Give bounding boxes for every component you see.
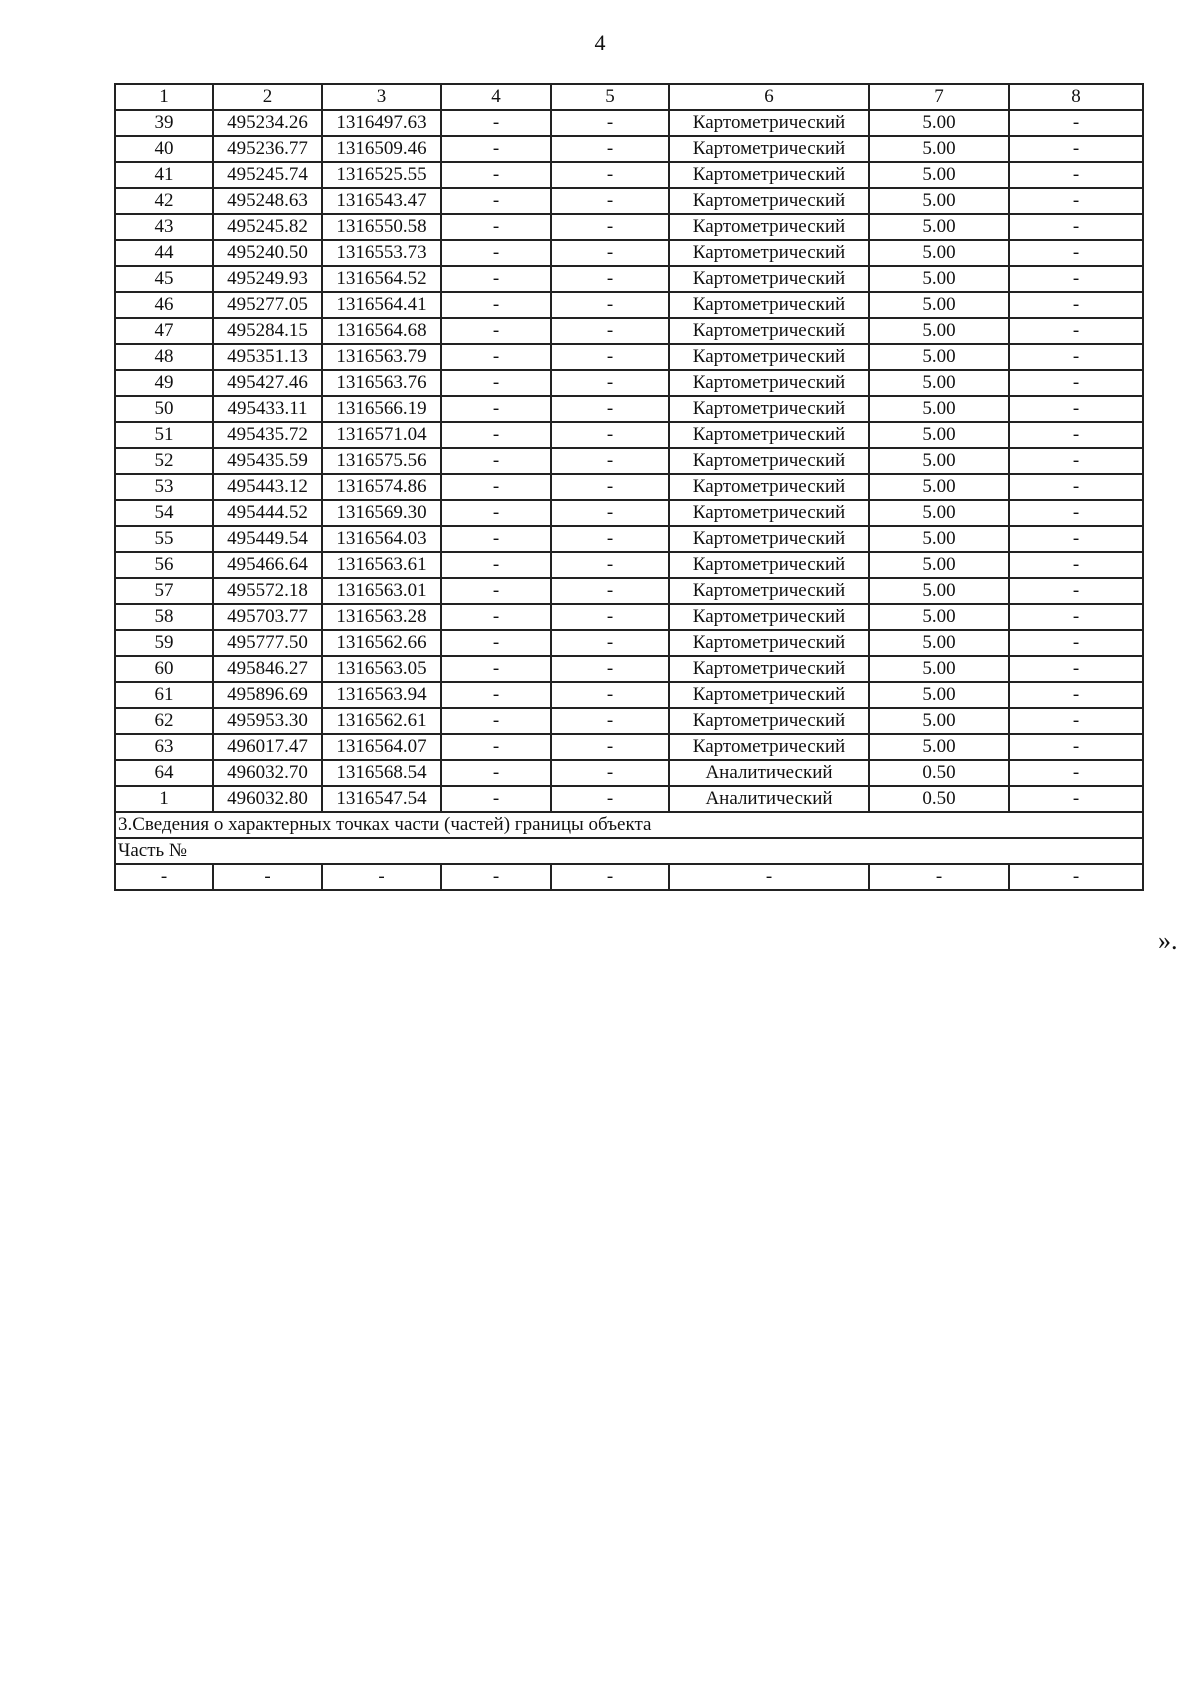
col-4-cell: -	[441, 162, 551, 188]
col-4-cell: -	[441, 422, 551, 448]
point-number-cell: 46	[115, 292, 213, 318]
accuracy-cell: 5.00	[869, 500, 1009, 526]
point-number-cell: 39	[115, 110, 213, 136]
y-coordinate-cell: 1316564.68	[322, 318, 441, 344]
accuracy-cell: 5.00	[869, 240, 1009, 266]
table-row	[115, 786, 1143, 812]
x-coordinate-cell: 495444.52	[213, 500, 322, 526]
col-4-cell: -	[441, 578, 551, 604]
col-5-cell: -	[551, 344, 669, 370]
y-coordinate-cell: 1316563.05	[322, 656, 441, 682]
col-5-cell: -	[551, 318, 669, 344]
col-4-cell: -	[441, 500, 551, 526]
point-number-cell: 59	[115, 630, 213, 656]
table-row	[115, 318, 1143, 344]
empty-cell: -	[1009, 864, 1143, 890]
point-number-cell: 63	[115, 734, 213, 760]
table-row	[115, 500, 1143, 526]
empty-cell: -	[551, 864, 669, 890]
y-coordinate-cell: 1316543.47	[322, 188, 441, 214]
col-5-cell: -	[551, 760, 669, 786]
method-cell: Картометрический	[669, 344, 869, 370]
column-number: 3	[322, 84, 441, 110]
point-number-cell: 61	[115, 682, 213, 708]
col-4-cell: -	[441, 214, 551, 240]
col-5-cell: -	[551, 734, 669, 760]
col-5-cell: -	[551, 370, 669, 396]
accuracy-cell: 5.00	[869, 708, 1009, 734]
point-number-cell: 48	[115, 344, 213, 370]
col-4-cell: -	[441, 786, 551, 812]
col-4-cell: -	[441, 552, 551, 578]
method-cell: Аналитический	[669, 786, 869, 812]
x-coordinate-cell: 495572.18	[213, 578, 322, 604]
x-coordinate-cell: 495433.11	[213, 396, 322, 422]
col-5-cell: -	[551, 578, 669, 604]
x-coordinate-cell: 495427.46	[213, 370, 322, 396]
col-4-cell: -	[441, 136, 551, 162]
x-coordinate-cell: 495443.12	[213, 474, 322, 500]
accuracy-cell: 5.00	[869, 266, 1009, 292]
col-5-cell: -	[551, 162, 669, 188]
col-5-cell: -	[551, 188, 669, 214]
col-8-cell: -	[1009, 734, 1143, 760]
method-cell: Картометрический	[669, 422, 869, 448]
method-cell: Картометрический	[669, 318, 869, 344]
accuracy-cell: 5.00	[869, 162, 1009, 188]
empty-part-row	[115, 864, 1143, 890]
table-row	[115, 552, 1143, 578]
method-cell: Картометрический	[669, 604, 869, 630]
point-number-cell: 53	[115, 474, 213, 500]
accuracy-cell: 5.00	[869, 422, 1009, 448]
y-coordinate-cell: 1316525.55	[322, 162, 441, 188]
accuracy-cell: 5.00	[869, 344, 1009, 370]
accuracy-cell: 5.00	[869, 214, 1009, 240]
accuracy-cell: 5.00	[869, 188, 1009, 214]
col-4-cell: -	[441, 344, 551, 370]
col-4-cell: -	[441, 760, 551, 786]
y-coordinate-cell: 1316564.41	[322, 292, 441, 318]
table-row	[115, 682, 1143, 708]
section-title: 3.Сведения о характерных точках части (частей) границы объекта	[115, 812, 1143, 838]
method-cell: Картометрический	[669, 370, 869, 396]
col-5-cell: -	[551, 422, 669, 448]
col-8-cell: -	[1009, 136, 1143, 162]
col-4-cell: -	[441, 708, 551, 734]
col-8-cell: -	[1009, 448, 1143, 474]
part-label-row	[115, 838, 1143, 864]
col-5-cell: -	[551, 292, 669, 318]
y-coordinate-cell: 1316575.56	[322, 448, 441, 474]
col-5-cell: -	[551, 110, 669, 136]
accuracy-cell: 5.00	[869, 136, 1009, 162]
col-8-cell: -	[1009, 578, 1143, 604]
method-cell: Картометрический	[669, 474, 869, 500]
x-coordinate-cell: 495777.50	[213, 630, 322, 656]
col-4-cell: -	[441, 682, 551, 708]
method-cell: Картометрический	[669, 266, 869, 292]
col-8-cell: -	[1009, 370, 1143, 396]
accuracy-cell: 5.00	[869, 370, 1009, 396]
point-number-cell: 44	[115, 240, 213, 266]
accuracy-cell: 5.00	[869, 448, 1009, 474]
y-coordinate-cell: 1316562.66	[322, 630, 441, 656]
y-coordinate-cell: 1316562.61	[322, 708, 441, 734]
y-coordinate-cell: 1316563.01	[322, 578, 441, 604]
col-4-cell: -	[441, 188, 551, 214]
table-row	[115, 344, 1143, 370]
col-4-cell: -	[441, 292, 551, 318]
y-coordinate-cell: 1316553.73	[322, 240, 441, 266]
accuracy-cell: 5.00	[869, 396, 1009, 422]
empty-cell: -	[322, 864, 441, 890]
method-cell: Картометрический	[669, 630, 869, 656]
column-number: 8	[1009, 84, 1143, 110]
col-5-cell: -	[551, 214, 669, 240]
col-5-cell: -	[551, 786, 669, 812]
table-row	[115, 292, 1143, 318]
col-4-cell: -	[441, 526, 551, 552]
col-4-cell: -	[441, 266, 551, 292]
table-row	[115, 448, 1143, 474]
table-row	[115, 578, 1143, 604]
col-5-cell: -	[551, 500, 669, 526]
y-coordinate-cell: 1316563.61	[322, 552, 441, 578]
col-8-cell: -	[1009, 552, 1143, 578]
col-5-cell: -	[551, 708, 669, 734]
accuracy-cell: 0.50	[869, 786, 1009, 812]
col-5-cell: -	[551, 526, 669, 552]
part-label: Часть №	[115, 838, 1143, 864]
y-coordinate-cell: 1316509.46	[322, 136, 441, 162]
method-cell: Картометрический	[669, 214, 869, 240]
method-cell: Картометрический	[669, 500, 869, 526]
point-number-cell: 41	[115, 162, 213, 188]
empty-cell: -	[213, 864, 322, 890]
method-cell: Картометрический	[669, 708, 869, 734]
col-8-cell: -	[1009, 318, 1143, 344]
method-cell: Картометрический	[669, 682, 869, 708]
point-number-cell: 42	[115, 188, 213, 214]
method-cell: Картометрический	[669, 396, 869, 422]
point-number-cell: 56	[115, 552, 213, 578]
column-number: 1	[115, 84, 213, 110]
col-8-cell: -	[1009, 422, 1143, 448]
table-row	[115, 188, 1143, 214]
point-number-cell: 51	[115, 422, 213, 448]
x-coordinate-cell: 495277.05	[213, 292, 322, 318]
column-number: 4	[441, 84, 551, 110]
col-4-cell: -	[441, 734, 551, 760]
col-5-cell: -	[551, 240, 669, 266]
x-coordinate-cell: 495249.93	[213, 266, 322, 292]
col-5-cell: -	[551, 656, 669, 682]
col-8-cell: -	[1009, 162, 1143, 188]
col-8-cell: -	[1009, 266, 1143, 292]
method-cell: Картометрический	[669, 552, 869, 578]
col-8-cell: -	[1009, 500, 1143, 526]
accuracy-cell: 5.00	[869, 292, 1009, 318]
method-cell: Картометрический	[669, 188, 869, 214]
col-4-cell: -	[441, 474, 551, 500]
col-8-cell: -	[1009, 344, 1143, 370]
method-cell: Картометрический	[669, 734, 869, 760]
y-coordinate-cell: 1316563.76	[322, 370, 441, 396]
col-8-cell: -	[1009, 214, 1143, 240]
table-row	[115, 136, 1143, 162]
accuracy-cell: 5.00	[869, 552, 1009, 578]
y-coordinate-cell: 1316568.54	[322, 760, 441, 786]
section-title-row	[115, 812, 1143, 838]
col-5-cell: -	[551, 396, 669, 422]
y-coordinate-cell: 1316574.86	[322, 474, 441, 500]
y-coordinate-cell: 1316547.54	[322, 786, 441, 812]
method-cell: Картометрический	[669, 292, 869, 318]
col-8-cell: -	[1009, 526, 1143, 552]
method-cell: Аналитический	[669, 760, 869, 786]
col-5-cell: -	[551, 682, 669, 708]
table-row	[115, 630, 1143, 656]
col-8-cell: -	[1009, 786, 1143, 812]
y-coordinate-cell: 1316564.03	[322, 526, 441, 552]
col-8-cell: -	[1009, 682, 1143, 708]
col-8-cell: -	[1009, 630, 1143, 656]
x-coordinate-cell: 495236.77	[213, 136, 322, 162]
point-number-cell: 64	[115, 760, 213, 786]
point-number-cell: 58	[115, 604, 213, 630]
x-coordinate-cell: 495245.74	[213, 162, 322, 188]
y-coordinate-cell: 1316550.58	[322, 214, 441, 240]
y-coordinate-cell: 1316563.28	[322, 604, 441, 630]
point-number-cell: 57	[115, 578, 213, 604]
table-row	[115, 422, 1143, 448]
x-coordinate-cell: 495234.26	[213, 110, 322, 136]
coordinates-table-body	[115, 84, 1143, 890]
x-coordinate-cell: 495953.30	[213, 708, 322, 734]
empty-cell: -	[441, 864, 551, 890]
col-8-cell: -	[1009, 240, 1143, 266]
table-row	[115, 526, 1143, 552]
col-5-cell: -	[551, 552, 669, 578]
col-8-cell: -	[1009, 474, 1143, 500]
col-4-cell: -	[441, 240, 551, 266]
point-number-cell: 62	[115, 708, 213, 734]
accuracy-cell: 5.00	[869, 604, 1009, 630]
point-number-cell: 52	[115, 448, 213, 474]
x-coordinate-cell: 496032.70	[213, 760, 322, 786]
closing-quote: ».	[1158, 926, 1178, 955]
col-4-cell: -	[441, 448, 551, 474]
column-number: 5	[551, 84, 669, 110]
accuracy-cell: 5.00	[869, 318, 1009, 344]
col-5-cell: -	[551, 136, 669, 162]
point-number-cell: 60	[115, 656, 213, 682]
y-coordinate-cell: 1316564.07	[322, 734, 441, 760]
column-number: 2	[213, 84, 322, 110]
x-coordinate-cell: 495449.54	[213, 526, 322, 552]
col-5-cell: -	[551, 604, 669, 630]
table-row	[115, 760, 1143, 786]
point-number-cell: 49	[115, 370, 213, 396]
col-4-cell: -	[441, 370, 551, 396]
point-number-cell: 43	[115, 214, 213, 240]
col-8-cell: -	[1009, 760, 1143, 786]
x-coordinate-cell: 495284.15	[213, 318, 322, 344]
accuracy-cell: 5.00	[869, 578, 1009, 604]
table-row	[115, 110, 1143, 136]
accuracy-cell: 5.00	[869, 630, 1009, 656]
accuracy-cell: 5.00	[869, 474, 1009, 500]
col-5-cell: -	[551, 630, 669, 656]
point-number-cell: 45	[115, 266, 213, 292]
col-4-cell: -	[441, 604, 551, 630]
x-coordinate-cell: 495245.82	[213, 214, 322, 240]
x-coordinate-cell: 496017.47	[213, 734, 322, 760]
x-coordinate-cell: 495435.72	[213, 422, 322, 448]
col-4-cell: -	[441, 110, 551, 136]
y-coordinate-cell: 1316571.04	[322, 422, 441, 448]
accuracy-cell: 5.00	[869, 110, 1009, 136]
table-row	[115, 214, 1143, 240]
table-row	[115, 604, 1143, 630]
y-coordinate-cell: 1316497.63	[322, 110, 441, 136]
table-row	[115, 396, 1143, 422]
table-row	[115, 266, 1143, 292]
x-coordinate-cell: 495240.50	[213, 240, 322, 266]
col-8-cell: -	[1009, 292, 1143, 318]
col-8-cell: -	[1009, 110, 1143, 136]
table-row	[115, 734, 1143, 760]
table-row	[115, 240, 1143, 266]
x-coordinate-cell: 496032.80	[213, 786, 322, 812]
col-5-cell: -	[551, 474, 669, 500]
method-cell: Картометрический	[669, 448, 869, 474]
col-4-cell: -	[441, 318, 551, 344]
table-row	[115, 708, 1143, 734]
method-cell: Картометрический	[669, 110, 869, 136]
method-cell: Картометрический	[669, 526, 869, 552]
col-4-cell: -	[441, 656, 551, 682]
page-number: 4	[594, 30, 606, 55]
col-4-cell: -	[441, 396, 551, 422]
col-8-cell: -	[1009, 604, 1143, 630]
x-coordinate-cell: 495435.59	[213, 448, 322, 474]
col-5-cell: -	[551, 448, 669, 474]
x-coordinate-cell: 495248.63	[213, 188, 322, 214]
coordinates-table	[114, 83, 1144, 891]
header-row	[115, 84, 1143, 110]
y-coordinate-cell: 1316563.79	[322, 344, 441, 370]
y-coordinate-cell: 1316563.94	[322, 682, 441, 708]
x-coordinate-cell: 495846.27	[213, 656, 322, 682]
method-cell: Картометрический	[669, 240, 869, 266]
coordinates-table-container	[114, 83, 1142, 891]
point-number-cell: 50	[115, 396, 213, 422]
x-coordinate-cell: 495351.13	[213, 344, 322, 370]
col-4-cell: -	[441, 630, 551, 656]
x-coordinate-cell: 495466.64	[213, 552, 322, 578]
accuracy-cell: 5.00	[869, 682, 1009, 708]
accuracy-cell: 5.00	[869, 734, 1009, 760]
col-5-cell: -	[551, 266, 669, 292]
point-number-cell: 1	[115, 786, 213, 812]
point-number-cell: 54	[115, 500, 213, 526]
accuracy-cell: 5.00	[869, 526, 1009, 552]
y-coordinate-cell: 1316569.30	[322, 500, 441, 526]
x-coordinate-cell: 495896.69	[213, 682, 322, 708]
table-row	[115, 370, 1143, 396]
col-8-cell: -	[1009, 708, 1143, 734]
point-number-cell: 40	[115, 136, 213, 162]
col-8-cell: -	[1009, 188, 1143, 214]
col-8-cell: -	[1009, 396, 1143, 422]
empty-cell: -	[869, 864, 1009, 890]
table-row	[115, 474, 1143, 500]
empty-cell: -	[669, 864, 869, 890]
y-coordinate-cell: 1316564.52	[322, 266, 441, 292]
col-8-cell: -	[1009, 656, 1143, 682]
empty-cell: -	[115, 864, 213, 890]
accuracy-cell: 0.50	[869, 760, 1009, 786]
x-coordinate-cell: 495703.77	[213, 604, 322, 630]
accuracy-cell: 5.00	[869, 656, 1009, 682]
column-number: 6	[669, 84, 869, 110]
column-number: 7	[869, 84, 1009, 110]
method-cell: Картометрический	[669, 162, 869, 188]
method-cell: Картометрический	[669, 656, 869, 682]
method-cell: Картометрический	[669, 578, 869, 604]
point-number-cell: 47	[115, 318, 213, 344]
method-cell: Картометрический	[669, 136, 869, 162]
y-coordinate-cell: 1316566.19	[322, 396, 441, 422]
table-row	[115, 656, 1143, 682]
point-number-cell: 55	[115, 526, 213, 552]
table-row	[115, 162, 1143, 188]
